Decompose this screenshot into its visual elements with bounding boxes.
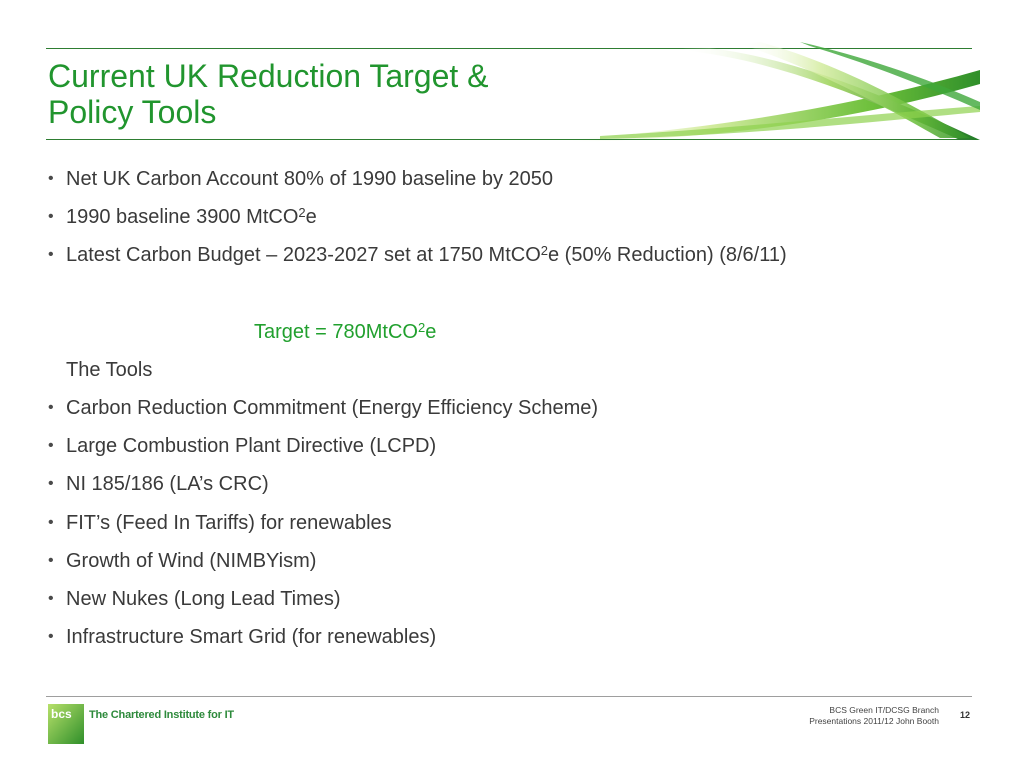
bullet-marker: •	[48, 437, 54, 455]
bullet-text-suffix: e	[305, 206, 317, 229]
tool-item	[48, 625, 988, 663]
spacer	[48, 282, 988, 320]
page-number: 12	[960, 710, 971, 720]
tools-heading-line	[48, 358, 988, 396]
logo-text: bcs	[51, 707, 72, 721]
footer-line1: BCS Green IT/DCSG Branch	[829, 705, 939, 715]
bullet-text-suffix: e (50% Reduction) (8/6/11)	[548, 244, 787, 267]
tool-item	[48, 549, 988, 587]
tool-text: Large Combustion Plant Directive (LCPD)	[66, 435, 437, 458]
bullet-text	[66, 205, 317, 229]
subscript-2: 2	[298, 205, 306, 221]
target-text	[254, 320, 436, 344]
bullet-marker: •	[48, 246, 54, 264]
tool-item	[48, 472, 988, 510]
bullet-item	[48, 167, 988, 205]
bullet-marker: •	[48, 589, 54, 607]
slide-title	[48, 58, 608, 130]
target-text-main: Target = 780MtCO	[254, 320, 418, 343]
tool-item	[48, 587, 988, 625]
bullet-text	[66, 243, 787, 267]
target-line	[48, 320, 988, 358]
bullet-marker: •	[48, 628, 54, 646]
bullet-text: Net UK Carbon Account 80% of 1990 baseline by 2050	[66, 168, 553, 190]
tool-text: Infrastructure Smart Grid (for renewables)	[66, 626, 437, 649]
tool-text: New Nukes (Long Lead Times)	[66, 587, 341, 610]
bullet-marker: •	[48, 208, 54, 226]
bullet-item	[48, 243, 988, 281]
subscript-2: 2	[417, 319, 426, 335]
target-text-suffix: e	[425, 320, 437, 343]
logo-tagline: The Chartered Institute for IT	[89, 709, 234, 721]
bcs-logo	[48, 704, 84, 744]
slide-body	[48, 167, 988, 663]
tool-item	[48, 511, 988, 549]
title-divider	[46, 139, 972, 140]
tool-item	[48, 396, 988, 434]
bullet-marker: •	[48, 551, 54, 569]
slide-title-line2: Policy Tools	[48, 94, 217, 130]
slide-title-line1: Current UK Reduction Target &	[48, 58, 489, 94]
tool-text: Growth of Wind (NIMBYism)	[66, 549, 317, 572]
bullet-text-main: Latest Carbon Budget – 2023-2027 set at 1750 MtCO	[66, 244, 541, 267]
bullet-marker: •	[48, 170, 54, 187]
subscript-2: 2	[540, 243, 548, 259]
bullet-marker: •	[48, 513, 54, 531]
bullet-marker: •	[48, 475, 54, 493]
footer-credits	[699, 705, 939, 727]
tools-heading: The Tools	[66, 358, 153, 381]
tool-item	[48, 434, 988, 472]
tool-text: Carbon Reduction Commitment (Energy Efficiency Scheme)	[66, 396, 599, 419]
footer-divider	[46, 696, 972, 697]
tool-text: FIT’s (Feed In Tariffs) for renewables	[66, 511, 392, 534]
bullet-item	[48, 205, 988, 243]
tool-text: NI 185/186 (LA’s CRC)	[66, 473, 269, 496]
footer-line2: Presentations 2011/12 John Booth	[809, 716, 939, 726]
bullet-marker: •	[48, 398, 54, 416]
bullet-text-main: 1990 baseline 3900 MtCO	[66, 206, 299, 229]
